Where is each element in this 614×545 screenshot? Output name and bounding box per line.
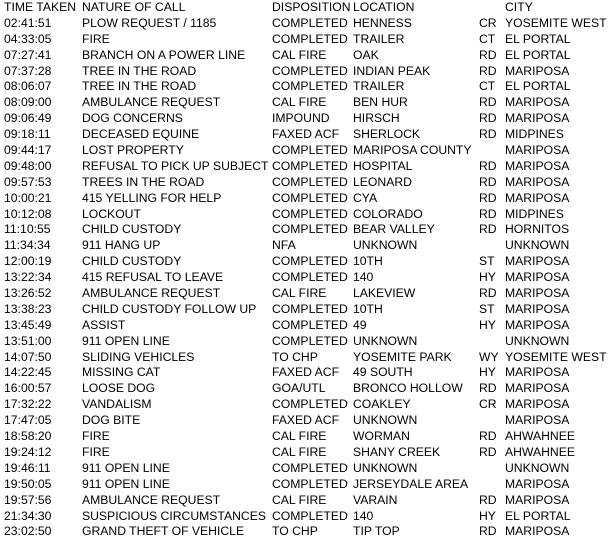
street-suffix-cell: RD bbox=[479, 63, 497, 78]
nature-cell: FIRE bbox=[82, 444, 110, 459]
city-cell: MARIPOSA bbox=[505, 413, 570, 428]
disposition-cell: FAXED ACF bbox=[272, 365, 340, 380]
table-row bbox=[0, 48, 614, 64]
location-cell: 49 SOUTH bbox=[353, 365, 413, 380]
table-row bbox=[0, 207, 614, 223]
nature-cell: CHILD CUSTODY FOLLOW UP bbox=[82, 301, 257, 316]
city-cell: MARIPOSA bbox=[505, 111, 570, 126]
location-cell: 49 bbox=[353, 317, 367, 332]
time-cell: 08:09:00 bbox=[4, 95, 52, 110]
table-row bbox=[0, 445, 614, 461]
nature-cell: LOCKOUT bbox=[82, 206, 141, 221]
disposition-cell: COMPLETED bbox=[272, 254, 348, 269]
nature-cell: REFUSAL TO PICK UP SUBJECT bbox=[82, 158, 269, 173]
header-nature-of-call: NATURE OF CALL bbox=[82, 0, 186, 14]
disposition-cell: COMPLETED bbox=[272, 31, 348, 46]
nature-cell: 415 YELLING FOR HELP bbox=[82, 190, 222, 205]
location-cell: 140 bbox=[353, 270, 374, 285]
city-cell: MARIPOSA bbox=[505, 476, 570, 491]
street-suffix-cell: RD bbox=[479, 444, 497, 459]
nature-cell: LOOSE DOG bbox=[82, 381, 156, 396]
location-cell: YOSEMITE PARK bbox=[353, 349, 452, 364]
city-cell: MARIPOSA bbox=[505, 397, 570, 412]
city-cell: AHWAHNEE bbox=[505, 429, 575, 444]
table-row bbox=[0, 381, 614, 397]
city-cell: MARIPOSA bbox=[505, 492, 570, 507]
location-cell: MARIPOSA COUNTY bbox=[353, 143, 472, 158]
disposition-cell: COMPLETED bbox=[272, 79, 348, 94]
location-cell: INDIAN PEAK bbox=[353, 63, 431, 78]
disposition-cell: COMPLETED bbox=[272, 206, 348, 221]
location-cell: JERSEYDALE AREA bbox=[353, 476, 469, 491]
time-cell: 11:34:34 bbox=[4, 238, 51, 253]
disposition-cell: COMPLETED bbox=[272, 143, 348, 158]
disposition-cell: COMPLETED bbox=[272, 158, 348, 173]
street-suffix-cell: CT bbox=[479, 31, 496, 46]
city-cell: MARIPOSA bbox=[505, 381, 570, 396]
disposition-cell: CAL FIRE bbox=[272, 444, 327, 459]
table-row bbox=[0, 365, 614, 381]
time-cell: 08:06:07 bbox=[4, 79, 52, 94]
street-suffix-cell: CR bbox=[479, 397, 497, 412]
nature-cell: SLIDING VEHICLES bbox=[82, 349, 195, 364]
disposition-cell: GOA/UTL bbox=[272, 381, 326, 396]
disposition-cell: COMPLETED bbox=[272, 63, 348, 78]
time-cell: 19:46:11 bbox=[4, 460, 51, 475]
disposition-cell: FAXED ACF bbox=[272, 413, 340, 428]
location-cell: COLORADO bbox=[353, 206, 423, 221]
city-cell: MARIPOSA bbox=[505, 524, 570, 539]
location-cell: HOSPITAL bbox=[353, 158, 413, 173]
time-cell: 09:48:00 bbox=[4, 158, 52, 173]
table-row bbox=[0, 16, 614, 32]
city-cell: MARIPOSA bbox=[505, 254, 570, 269]
time-cell: 07:37:28 bbox=[4, 63, 52, 78]
table-row bbox=[0, 175, 614, 191]
disposition-cell: COMPLETED bbox=[272, 333, 348, 348]
city-cell: MARIPOSA bbox=[505, 286, 570, 301]
city-cell: YOSEMITE WEST bbox=[505, 349, 607, 364]
street-suffix-cell: RD bbox=[479, 111, 497, 126]
city-cell: MARIPOSA bbox=[505, 301, 570, 316]
table-row bbox=[0, 286, 614, 302]
location-cell: UNKNOWN bbox=[353, 413, 418, 428]
street-suffix-cell: RD bbox=[479, 127, 497, 142]
time-cell: 14:07:50 bbox=[4, 349, 52, 364]
city-cell: MARIPOSA bbox=[505, 63, 570, 78]
disposition-cell: TO CHP bbox=[272, 349, 318, 364]
disposition-cell: CAL FIRE bbox=[272, 47, 327, 62]
city-cell: UNKNOWN bbox=[505, 333, 570, 348]
table-row bbox=[0, 111, 614, 127]
time-cell: 19:57:56 bbox=[4, 492, 52, 507]
table-row bbox=[0, 493, 614, 509]
location-cell: BRONCO HOLLOW bbox=[353, 381, 463, 396]
city-cell: MARIPOSA bbox=[505, 270, 570, 285]
table-row bbox=[0, 413, 614, 429]
location-cell: SHERLOCK bbox=[353, 127, 421, 142]
disposition-cell: IMPOUND bbox=[272, 111, 330, 126]
nature-cell: 415 REFUSAL TO LEAVE bbox=[82, 270, 224, 285]
street-suffix-cell: CR bbox=[479, 15, 497, 30]
nature-cell: AMBULANCE REQUEST bbox=[82, 286, 221, 301]
disposition-cell: COMPLETED bbox=[272, 15, 348, 30]
location-cell: BEN HUR bbox=[353, 95, 408, 110]
time-cell: 16:00:57 bbox=[4, 381, 52, 396]
table-row bbox=[0, 318, 614, 334]
street-suffix-cell: RD bbox=[479, 429, 497, 444]
time-cell: 09:18:11 bbox=[4, 127, 51, 142]
location-cell: SHANY CREEK bbox=[353, 444, 441, 459]
city-cell: EL PORTAL bbox=[505, 508, 571, 523]
nature-cell: SUSPICIOUS CIRCUMSTANCES bbox=[82, 508, 266, 523]
disposition-cell: COMPLETED bbox=[272, 222, 348, 237]
city-cell: MARIPOSA bbox=[505, 174, 570, 189]
nature-cell: ASSIST bbox=[82, 317, 126, 332]
city-cell: YOSEMITE WEST bbox=[505, 15, 607, 30]
table-row bbox=[0, 524, 614, 540]
street-suffix-cell: RD bbox=[479, 47, 497, 62]
city-cell: HORNITOS bbox=[505, 222, 570, 237]
city-cell: UNKNOWN bbox=[505, 460, 570, 475]
location-cell: HIRSCH bbox=[353, 111, 400, 126]
street-suffix-cell: WY bbox=[479, 349, 499, 364]
table-row bbox=[0, 509, 614, 525]
street-suffix-cell: RD bbox=[479, 492, 497, 507]
nature-cell: 911 OPEN LINE bbox=[82, 460, 170, 475]
time-cell: 13:45:49 bbox=[4, 317, 52, 332]
nature-cell: AMBULANCE REQUEST bbox=[82, 95, 221, 110]
time-cell: 17:47:05 bbox=[4, 413, 52, 428]
time-cell: 13:22:34 bbox=[4, 270, 52, 285]
disposition-cell: CAL FIRE bbox=[272, 95, 327, 110]
time-cell: 13:26:52 bbox=[4, 286, 52, 301]
location-cell: COAKLEY bbox=[353, 397, 411, 412]
city-cell: MIDPINES bbox=[505, 206, 564, 221]
street-suffix-cell: RD bbox=[479, 190, 497, 205]
nature-cell: AMBULANCE REQUEST bbox=[82, 492, 221, 507]
street-suffix-cell: RD bbox=[479, 524, 497, 539]
city-cell: UNKNOWN bbox=[505, 238, 570, 253]
street-suffix-cell: RD bbox=[479, 158, 497, 173]
city-cell: MARIPOSA bbox=[505, 317, 570, 332]
street-suffix-cell: HY bbox=[479, 270, 496, 285]
location-cell: TIP TOP bbox=[353, 524, 400, 539]
disposition-cell: COMPLETED bbox=[272, 301, 348, 316]
table-row bbox=[0, 350, 614, 366]
table-row bbox=[0, 270, 614, 286]
nature-cell: CHILD CUSTODY bbox=[82, 222, 182, 237]
city-cell: MARIPOSA bbox=[505, 158, 570, 173]
city-cell: AHWAHNEE bbox=[505, 444, 575, 459]
disposition-cell: COMPLETED bbox=[272, 397, 348, 412]
table-row bbox=[0, 79, 614, 95]
nature-cell: DECEASED EQUINE bbox=[82, 127, 200, 142]
nature-cell: LOST PROPERTY bbox=[82, 143, 184, 158]
location-cell: BEAR VALLEY bbox=[353, 222, 435, 237]
nature-cell: FIRE bbox=[82, 429, 110, 444]
nature-cell: GRAND THEFT OF VEHICLE bbox=[82, 524, 245, 539]
street-suffix-cell: RD bbox=[479, 381, 497, 396]
disposition-cell: COMPLETED bbox=[272, 270, 348, 285]
nature-cell: DOG BITE bbox=[82, 413, 141, 428]
table-row bbox=[0, 143, 614, 159]
nature-cell: MISSING CAT bbox=[82, 365, 161, 380]
time-cell: 13:38:23 bbox=[4, 301, 52, 316]
time-cell: 12:00:19 bbox=[4, 254, 52, 269]
city-cell: EL PORTAL bbox=[505, 31, 571, 46]
table-row bbox=[0, 302, 614, 318]
street-suffix-cell: RD bbox=[479, 222, 497, 237]
street-suffix-cell: ST bbox=[479, 301, 495, 316]
header-city: CITY bbox=[505, 0, 533, 14]
city-cell: MARIPOSA bbox=[505, 143, 570, 158]
city-cell: MIDPINES bbox=[505, 127, 564, 142]
time-cell: 21:34:30 bbox=[4, 508, 52, 523]
table-row bbox=[0, 95, 614, 111]
time-cell: 09:06:49 bbox=[4, 111, 52, 126]
nature-cell: TREE IN THE ROAD bbox=[82, 63, 197, 78]
time-cell: 13:51:00 bbox=[4, 333, 52, 348]
time-cell: 19:50:05 bbox=[4, 476, 52, 491]
street-suffix-cell: RD bbox=[479, 286, 497, 301]
location-cell: CYA bbox=[353, 190, 378, 205]
location-cell: TRAILER bbox=[353, 79, 405, 94]
disposition-cell: COMPLETED bbox=[272, 174, 348, 189]
header-row bbox=[0, 0, 614, 16]
disposition-cell: COMPLETED bbox=[272, 190, 348, 205]
time-cell: 14:22:45 bbox=[4, 365, 52, 380]
street-suffix-cell: ST bbox=[479, 254, 495, 269]
table-row bbox=[0, 477, 614, 493]
table-row bbox=[0, 238, 614, 254]
disposition-cell: CAL FIRE bbox=[272, 429, 327, 444]
nature-cell: VANDALISM bbox=[82, 397, 152, 412]
location-cell: WORMAN bbox=[353, 429, 410, 444]
city-cell: MARIPOSA bbox=[505, 95, 570, 110]
location-cell: LEONARD bbox=[353, 174, 412, 189]
table-row bbox=[0, 64, 614, 80]
city-cell: MARIPOSA bbox=[505, 190, 570, 205]
city-cell: EL PORTAL bbox=[505, 47, 571, 62]
call-rows bbox=[0, 16, 614, 540]
nature-cell: FIRE bbox=[82, 31, 110, 46]
table-row bbox=[0, 191, 614, 207]
street-suffix-cell: HY bbox=[479, 508, 496, 523]
street-suffix-cell: CT bbox=[479, 79, 496, 94]
table-row bbox=[0, 127, 614, 143]
time-cell: 23:02:50 bbox=[4, 524, 52, 539]
header-location: LOCATION bbox=[353, 0, 415, 14]
disposition-cell: TO CHP bbox=[272, 524, 318, 539]
table-row bbox=[0, 429, 614, 445]
nature-cell: DOG CONCERNS bbox=[82, 111, 183, 126]
time-cell: 10:00:21 bbox=[4, 190, 52, 205]
location-cell: OAK bbox=[353, 47, 379, 62]
header-disposition: DISPOSITION bbox=[272, 0, 351, 14]
time-cell: 07:27:41 bbox=[4, 47, 52, 62]
city-cell: MARIPOSA bbox=[505, 365, 570, 380]
table-row bbox=[0, 461, 614, 477]
location-cell: 10TH bbox=[353, 301, 383, 316]
location-cell: UNKNOWN bbox=[353, 238, 418, 253]
street-suffix-cell: HY bbox=[479, 365, 496, 380]
location-cell: 10TH bbox=[353, 254, 383, 269]
table-row bbox=[0, 32, 614, 48]
street-suffix-cell: RD bbox=[479, 95, 497, 110]
disposition-cell: COMPLETED bbox=[272, 460, 348, 475]
nature-cell: 911 OPEN LINE bbox=[82, 476, 170, 491]
time-cell: 02:41:51 bbox=[4, 15, 52, 30]
disposition-cell: CAL FIRE bbox=[272, 492, 327, 507]
location-cell: LAKEVIEW bbox=[353, 286, 416, 301]
city-cell: EL PORTAL bbox=[505, 79, 571, 94]
nature-cell: TREE IN THE ROAD bbox=[82, 79, 197, 94]
nature-cell: 911 HANG UP bbox=[82, 238, 161, 253]
disposition-cell: COMPLETED bbox=[272, 317, 348, 332]
table-row bbox=[0, 254, 614, 270]
location-cell: TRAILER bbox=[353, 31, 405, 46]
nature-cell: 911 OPEN LINE bbox=[82, 333, 170, 348]
nature-cell: PLOW REQUEST / 1185 bbox=[82, 15, 217, 30]
time-cell: 09:57:53 bbox=[4, 174, 52, 189]
street-suffix-cell: HY bbox=[479, 317, 496, 332]
table-row bbox=[0, 397, 614, 413]
time-cell: 17:32:22 bbox=[4, 397, 52, 412]
location-cell: UNKNOWN bbox=[353, 333, 418, 348]
table-row bbox=[0, 222, 614, 238]
table-row bbox=[0, 334, 614, 350]
location-cell: 140 bbox=[353, 508, 374, 523]
disposition-cell: COMPLETED bbox=[272, 476, 348, 491]
time-cell: 18:58:20 bbox=[4, 429, 52, 444]
table-row bbox=[0, 159, 614, 175]
disposition-cell: CAL FIRE bbox=[272, 286, 327, 301]
time-cell: 04:33:05 bbox=[4, 31, 52, 46]
location-cell: VARAIN bbox=[353, 492, 398, 507]
disposition-cell: FAXED ACF bbox=[272, 127, 340, 142]
time-cell: 10:12:08 bbox=[4, 206, 52, 221]
street-suffix-cell: RD bbox=[479, 174, 497, 189]
time-cell: 09:44:17 bbox=[4, 143, 52, 158]
nature-cell: BRANCH ON A POWER LINE bbox=[82, 47, 246, 62]
nature-cell: CHILD CUSTODY bbox=[82, 254, 182, 269]
location-cell: HENNESS bbox=[353, 15, 412, 30]
disposition-cell: NFA bbox=[272, 238, 296, 253]
nature-cell: TREES IN THE ROAD bbox=[82, 174, 205, 189]
disposition-cell: COMPLETED bbox=[272, 508, 348, 523]
time-cell: 11:10:55 bbox=[4, 222, 51, 237]
time-cell: 19:24:12 bbox=[4, 444, 52, 459]
street-suffix-cell: RD bbox=[479, 206, 497, 221]
header-time-taken: TIME TAKEN bbox=[4, 0, 77, 14]
location-cell: UNKNOWN bbox=[353, 460, 418, 475]
